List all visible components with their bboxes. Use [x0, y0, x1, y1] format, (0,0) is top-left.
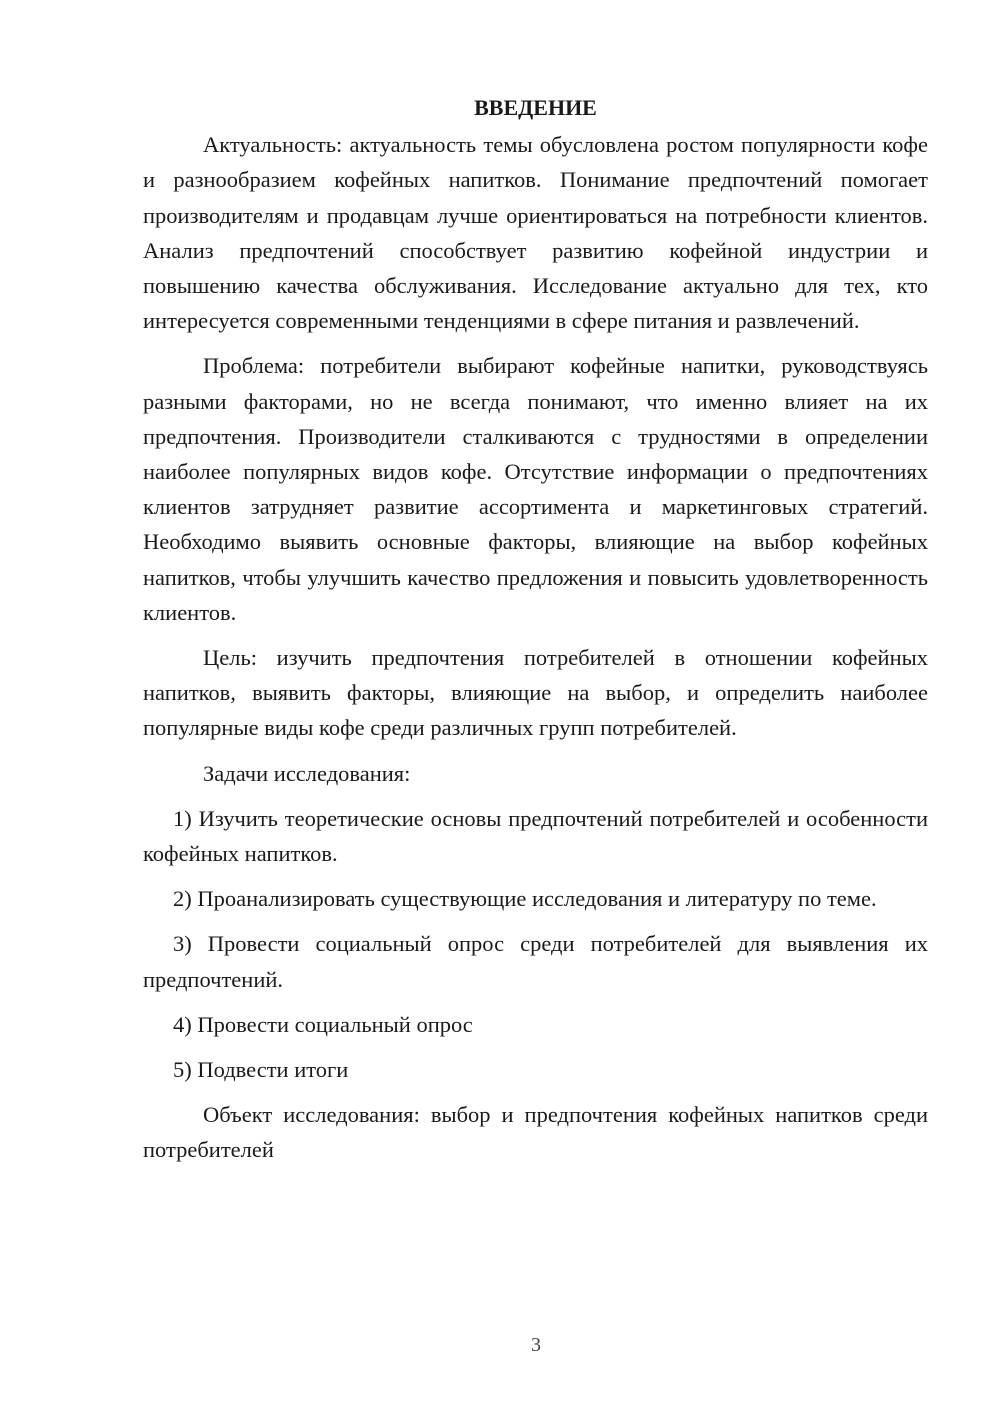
task-item-3: 3) Провести социальный опрос среди потребителей для выявления их предпочтений. — [143, 931, 928, 992]
relevance-paragraph: Актуальность: актуальность темы обусловлена ростом популярности кофе и разнообразием кофейных напитков. Понимание предпочтений помогает производителям и продавцам лучше ориентироваться на потребности клиентов. Анализ предпочтений способствует развитию кофейной индустрии и повышению качества обслуживания. Исследование актуально для тех, кто интересуется современными тенденциями в сфере питания и развлечений. — [143, 132, 928, 334]
page-number: 3 — [531, 1334, 541, 1356]
task-item-1: 1) Изучить теоретические основы предпочтений потребителей и особенности кофейных напитков. — [143, 805, 928, 867]
task-item-5: 5) Подвести итоги — [173, 1057, 349, 1083]
page-heading: ВВЕДЕНИЕ — [474, 95, 597, 120]
tasks-title: Задачи исследования: — [203, 760, 411, 786]
problem-paragraph: Проблема: потребители выбирают кофейные напитки, руководствуясь разными факторами, но не всегда понимают, что именно влияет на их предпочтения. Производители сталкиваются с трудностями в определении наиболее популярных видов кофе. Отсутствие информации о предпочтениях клиентов затрудняет развитие ассортимента и маркетинговых стратегий. Необходимо выявить основные факторы, влияющие на выбор кофейных напитков, чтобы улучшить качество предложения и повысить удовлетворенность клиентов. — [143, 353, 928, 625]
task-item-2: 2) Проанализировать существующие исследования и литературу по теме. — [173, 886, 877, 912]
page-content — [143, 90, 928, 1178]
goal-paragraph: Цель: изучить предпочтения потребителей в отношении кофейных напитков, выявить факторы, влияющие на выбор, и определить наиболее популярные виды кофе среди различных групп потребителей. — [143, 645, 928, 741]
object-paragraph: Объект исследования: выбор и предпочтения кофейных напитков среди потребителей — [143, 1102, 928, 1163]
task-item-4: 4) Провести социальный опрос — [173, 1011, 473, 1037]
